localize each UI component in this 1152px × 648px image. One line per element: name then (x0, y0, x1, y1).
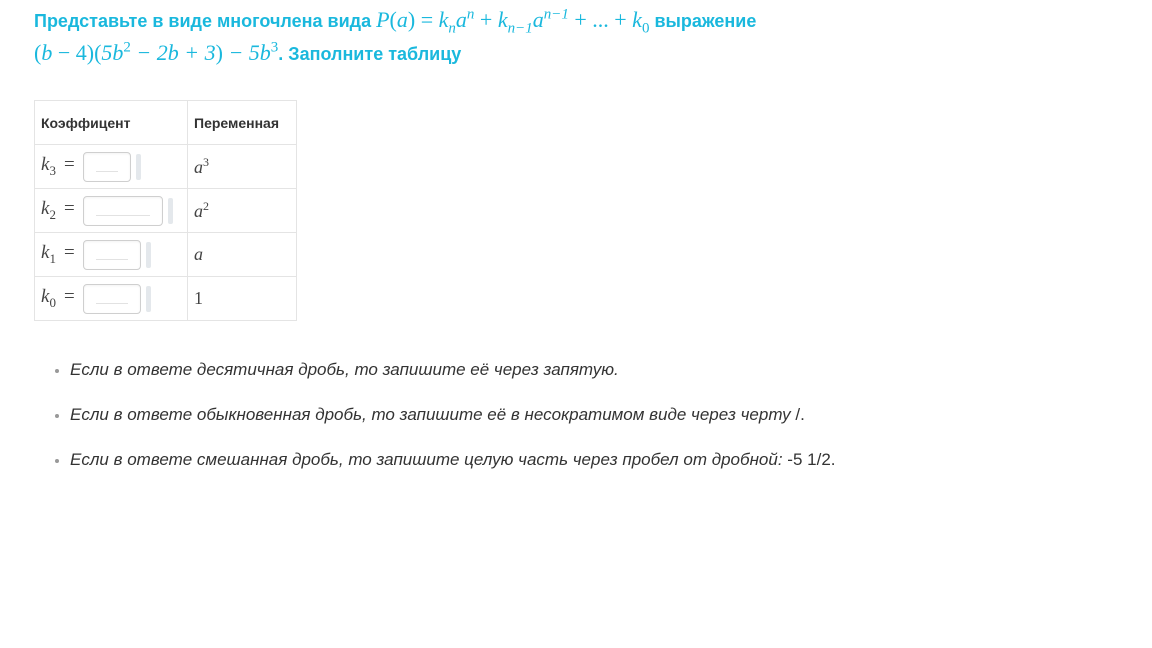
coefficient-label-k2: $k_2$ = (41, 198, 75, 222)
coefficient-label-k0: $k_0$ = (41, 286, 75, 310)
variable-cell: $a^3$ (188, 145, 297, 189)
variable-cell: $a^2$ (188, 189, 297, 233)
list-item: • Если в ответе десятичная дробь, то запишите её через запятую. (70, 351, 870, 388)
coefficient-table (34, 100, 297, 321)
variable-cell: a (188, 233, 297, 277)
polynomial-formula: $P(a) = k_na^n + k_{n-1}a^{n-1}$ + ... + $k_0$ (376, 6, 650, 37)
input-resize-handle[interactable] (146, 286, 151, 312)
coefficient-cell (35, 277, 188, 321)
task-title (34, 4, 894, 70)
table-row (35, 277, 297, 321)
variable-cell: 1 (188, 277, 297, 321)
table-row (35, 233, 297, 277)
answer-input-k2[interactable] (83, 196, 163, 226)
coefficient-cell (35, 233, 188, 277)
hints-list (34, 351, 870, 478)
coefficient-label-k3: $k_3$ = (41, 154, 75, 178)
input-resize-handle[interactable] (136, 154, 141, 180)
answer-input-k1[interactable] (83, 240, 141, 270)
answer-input-k3[interactable] (83, 152, 131, 182)
header-variable: Переменная (188, 101, 297, 145)
list-item: • Если в ответе смешанная дробь, то запишите целую часть через пробел от дробной: -5 1/2. (70, 441, 870, 478)
task-container (34, 4, 1114, 486)
table-row (35, 189, 297, 233)
expression-formula: $(b - 4)(5b^2 - 2b + 3) - 5b^3$ (34, 39, 279, 65)
task-prefix: Представьте в виде многочлена вида (34, 11, 372, 31)
header-coefficient: Коэффицент (35, 101, 188, 145)
table-header-row (35, 101, 297, 145)
input-resize-handle[interactable] (168, 198, 173, 224)
task-middle: выражение (654, 11, 757, 31)
coefficient-label-k1: $k_1$ = (41, 242, 75, 266)
answer-input-k0[interactable] (83, 284, 141, 314)
input-resize-handle[interactable] (146, 242, 151, 268)
table-row (35, 145, 297, 189)
task-suffix: . Заполните таблицу (278, 44, 462, 64)
coefficient-cell (35, 145, 188, 189)
list-item: • Если в ответе обыкновенная дробь, то запишите её в несократимом виде через черту /. (70, 396, 870, 433)
coefficient-cell (35, 189, 188, 233)
